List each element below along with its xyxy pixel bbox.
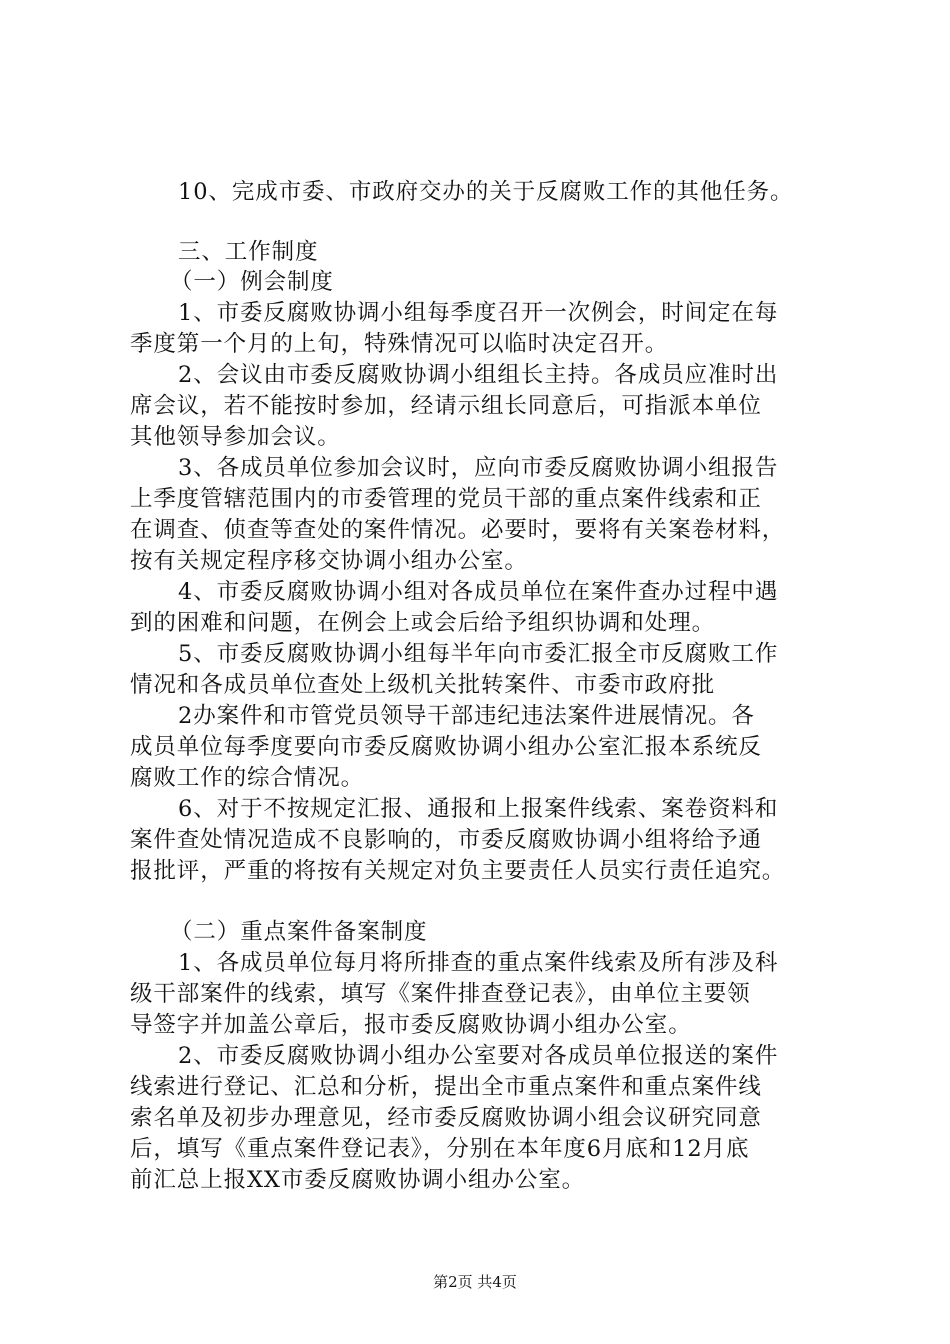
text-line: 3、各成员单位参加会议时，应向市委反腐败协调小组报告 [178,455,779,481]
text-line: 2办案件和市管党员领导干部违纪违法案件进展情况。各 [178,703,755,729]
text-line: 4、市委反腐败协调小组对各成员单位在案件查办过程中遇 [178,579,779,605]
text-line: 5、市委反腐败协调小组每半年向市委汇报全市反腐败工作 [178,641,779,667]
text-line: 导签字并加盖公章后，报市委反腐败协调小组办公室。 [130,1012,692,1038]
text-line: 情况和各成员单位查处上级机关批转案件、市委市政府批 [130,672,716,698]
text-line: 级干部案件的线索，填写《案件排查登记表》，由单位主要领 [130,981,751,1007]
text-line: 腐败工作的综合情况。 [130,765,365,791]
text-line: 其他领导参加会议。 [130,424,341,450]
subsection-heading: （一）例会制度 [170,269,334,295]
text-line: 线索进行登记、汇总和分析，提出全市重点案件和重点案件线 [130,1074,762,1100]
page-number: 第2页 共4页 [433,1273,517,1291]
text-line: 索名单及初步办理意见，经市委反腐败协调小组会议研究同意 [130,1105,762,1131]
page-footer [0,1272,950,1292]
text-line: 到的困难和问题，在例会上或会后给予组织协调和处理。 [130,610,716,636]
text-line: 6、对于不按规定汇报、通报和上报案件线索、案卷资料和 [178,796,779,822]
text-line: 2、市委反腐败协调小组办公室要对各成员单位报送的案件 [178,1043,779,1069]
text-line: 上季度管辖范围内的市委管理的党员干部的重点案件线索和正 [130,486,762,512]
text-line: 前汇总上报XX市委反腐败协调小组办公室。 [130,1167,586,1193]
text-line: 报批评，严重的将按有关规定对负主要责任人员实行责任追究。 [130,858,786,884]
text-line: 10、完成市委、市政府交办的关于反腐败工作的其他任务。 [178,179,794,205]
text-line: 按有关规定程序移交协调小组办公室。 [130,548,528,574]
subsection-heading: （二）重点案件备案制度 [170,919,428,945]
text-line: 在调查、侦查等查处的案件情况。必要时，要将有关案卷材料， [130,517,786,543]
text-line: 后，填写《重点案件登记表》，分别在本年度6月底和12月底 [130,1136,750,1162]
text-line: 2、会议由市委反腐败协调小组组长主持。各成员应准时出 [178,362,779,388]
text-line: 席会议，若不能按时参加，经请示组长同意后，可指派本单位 [130,393,762,419]
text-line: 1、各成员单位每月将所排查的重点案件线索及所有涉及科 [178,950,779,976]
text-line: 成员单位每季度要向市委反腐败协调小组办公室汇报本系统反 [130,734,762,760]
text-line: 1、市委反腐败协调小组每季度召开一次例会，时间定在每 [178,300,779,326]
text-line: 季度第一个月的上旬，特殊情况可以临时决定召开。 [130,331,669,357]
text-line: 案件查处情况造成不良影响的，市委反腐败协调小组将给予通 [130,827,762,853]
section-heading: 三、工作制度 [178,239,319,265]
